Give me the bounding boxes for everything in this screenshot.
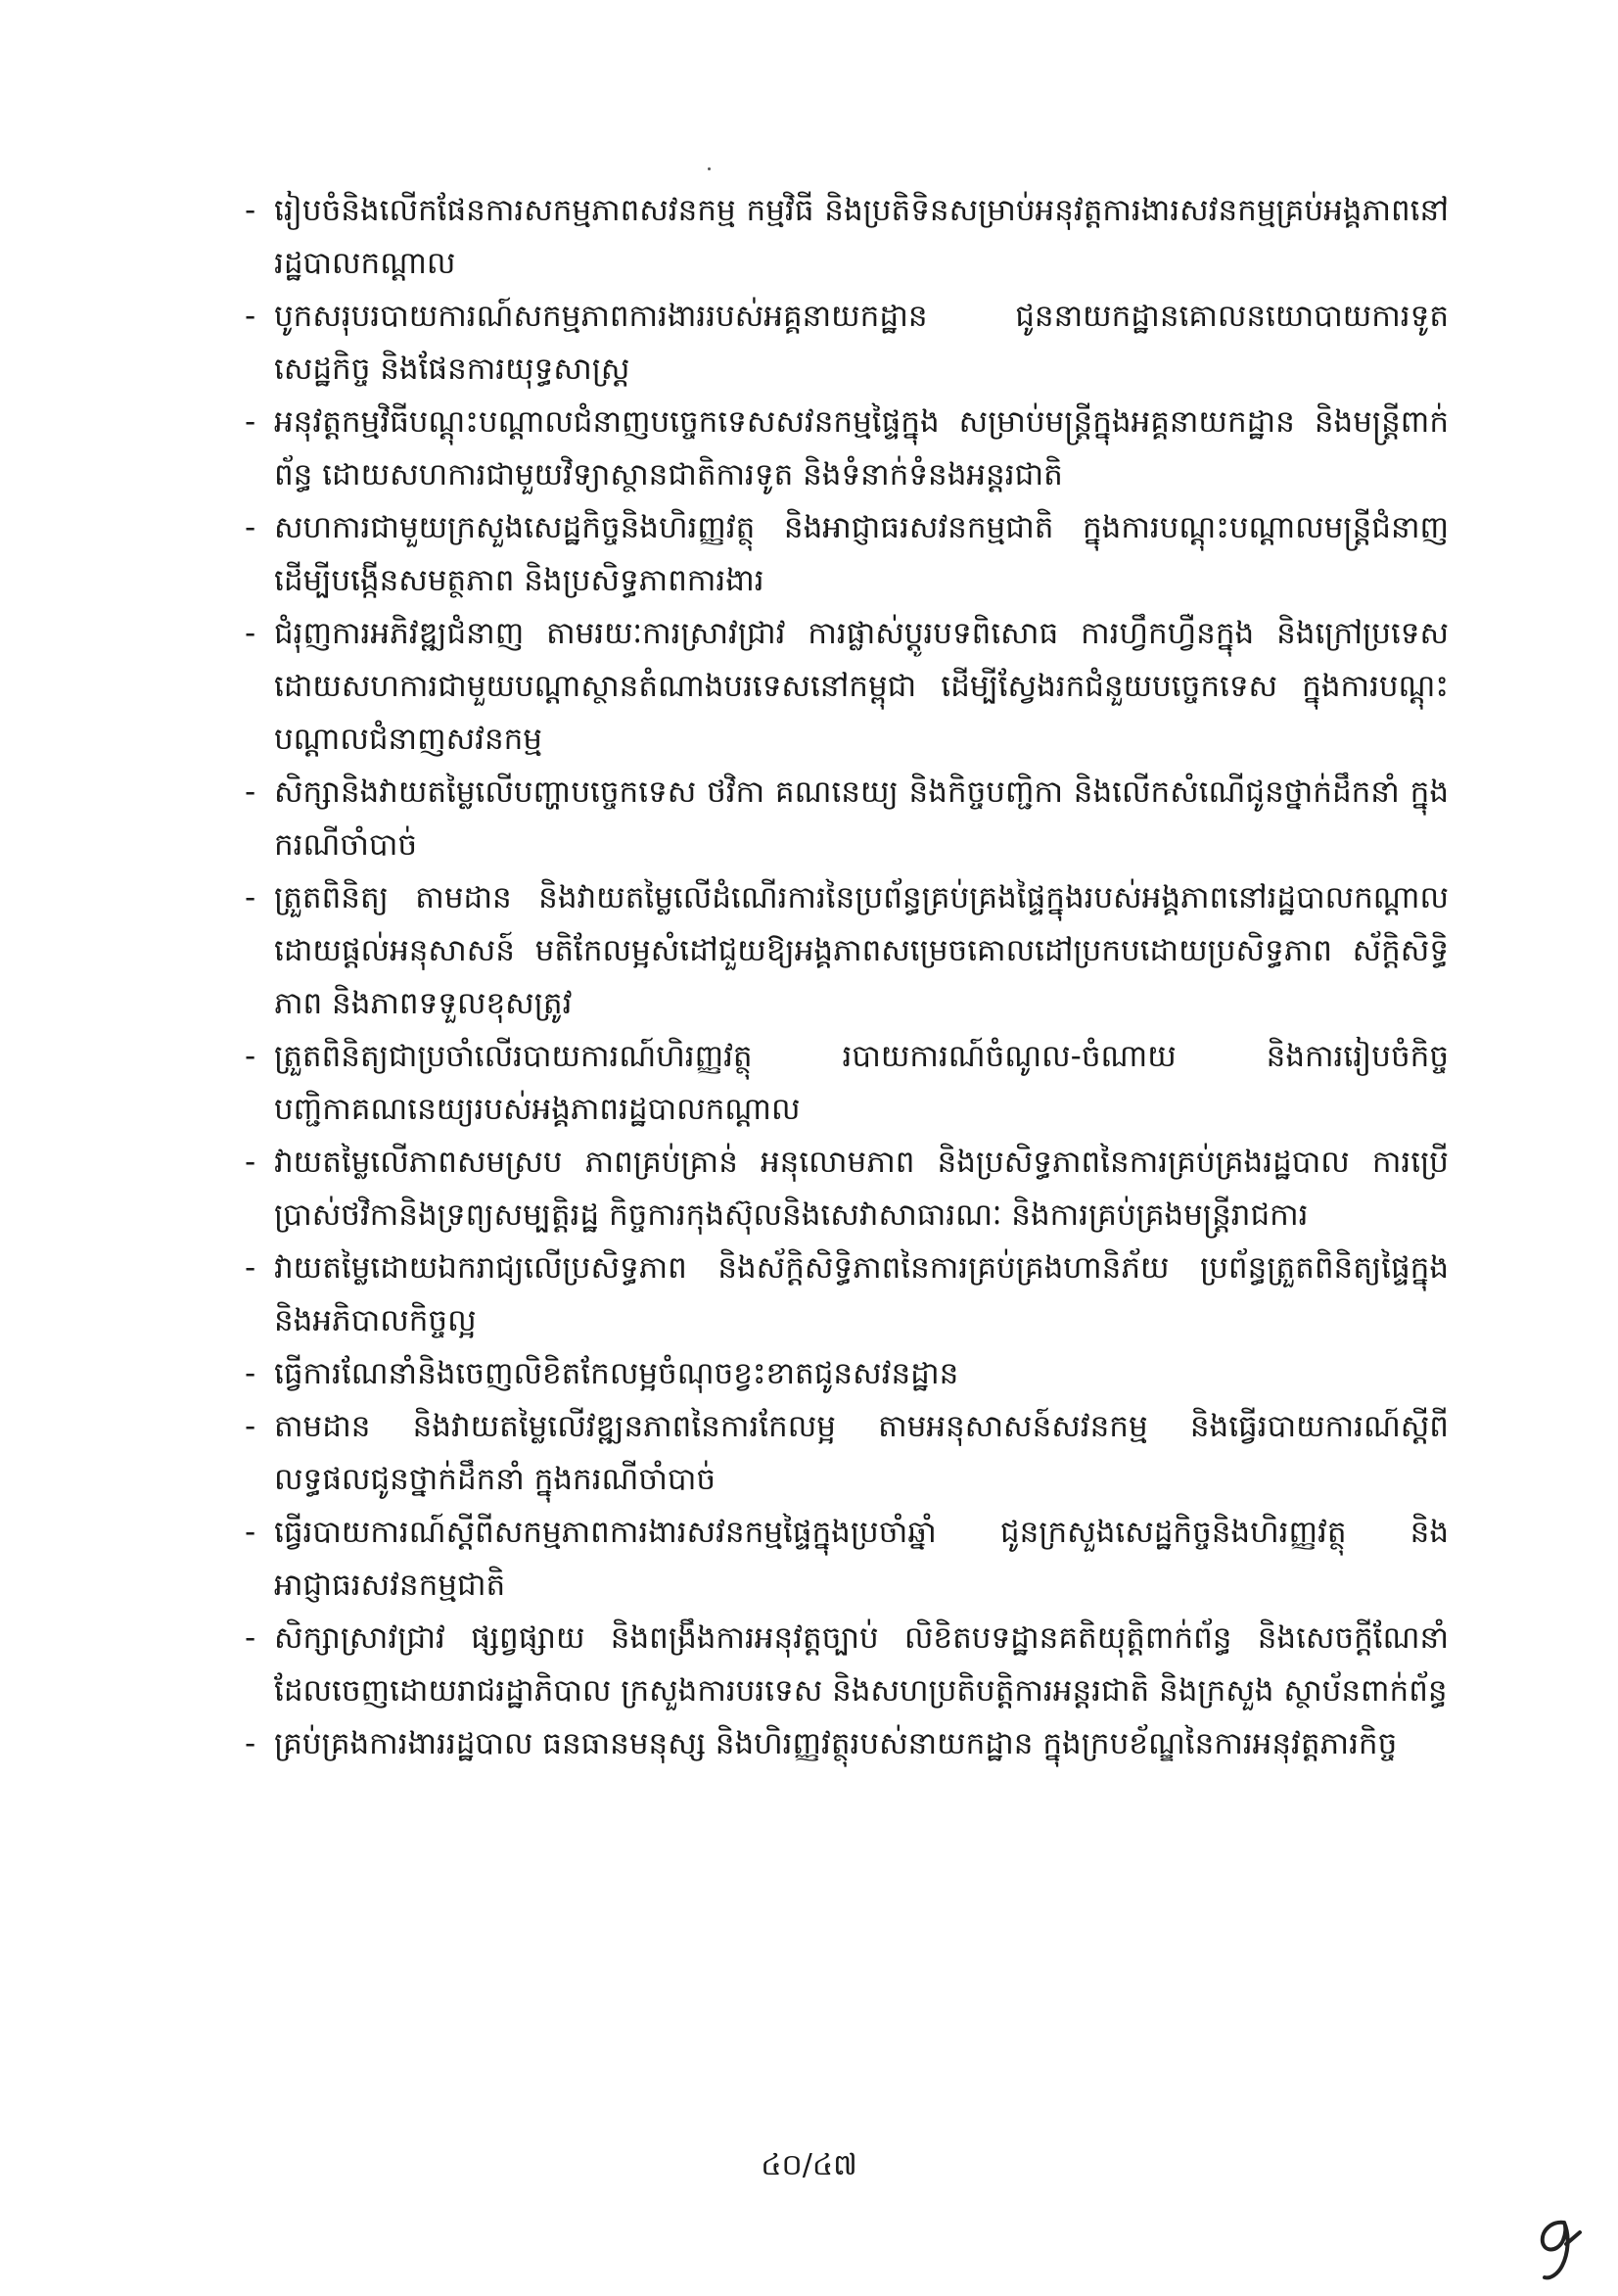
list-item-text: វាយតម្លៃដោយឯករាជ្យលើប្រសិទ្ធភាព និងស័ក្តិសិទ្ធិភាពនៃការគ្រប់គ្រងហានិភ័យ ប្រព័ន្ធត្រួតពិនិត្យផ្ទៃក្នុង និងអភិបាលកិច្ចល្អ xyxy=(274,1250,1449,1338)
list-item xyxy=(245,607,1449,766)
bullet-dash: - xyxy=(245,510,256,545)
list-item xyxy=(245,1242,1449,1347)
bullet-dash: - xyxy=(245,1409,256,1444)
list-item-text: ធ្វើរបាយការណ៍ស្តីពីសកម្មភាពការងារសវនកម្មផ្ទៃក្នុងប្រចាំឆ្នាំ ជូនក្រសួងសេដ្ឋកិច្ចនិងហិរញ្ញវត្ថុ និងអាជ្ញាធរសវនកម្មជាតិ xyxy=(274,1515,1449,1603)
list-item-text: រៀបចំនិងលើកផែនការសកម្មភាពសវនកម្ម កម្មវិធី និងប្រតិទិនសម្រាប់អនុវត្តការងារសវនកម្មគ្រប់អង្គភាពនៅរដ្ឋបាលកណ្តាល xyxy=(274,193,1449,281)
bullet-dash: - xyxy=(245,1620,256,1656)
duties-list xyxy=(245,184,1449,1770)
page-number: ៤០/៤៧ xyxy=(761,2148,857,2182)
list-item-text: បូកសរុបរបាយការណ៍សកម្មភាពការងាររបស់អគ្គនាយកដ្ឋាន ជូននាយកដ្ឋានគោលនយោបាយការទូតសេដ្ឋកិច្ច និងផែនការយុទ្ធសាស្ត្រ xyxy=(274,299,1449,387)
bullet-dash: - xyxy=(245,1356,256,1391)
list-item xyxy=(245,1347,1449,1400)
bullet-dash: - xyxy=(245,1145,256,1180)
list-item-text: សហការជាមួយក្រសួងសេដ្ឋកិច្ចនិងហិរញ្ញវត្ថុ និងអាជ្ញាធរសវនកម្មជាតិ ក្នុងការបណ្តុះបណ្តាលមន្ត្រីជំនាញ ដើម្បីបង្កើនសមត្ថភាព និងប្រសិទ្ធភាពការងារ xyxy=(274,510,1449,598)
list-item xyxy=(245,1612,1449,1717)
list-item xyxy=(245,501,1449,607)
list-item-text: អនុវត្តកម្មវិធីបណ្តុះបណ្តាលជំនាញបច្ចេកទេសសវនកម្មផ្ទៃក្នុង សម្រាប់មន្ត្រីក្នុងអគ្គនាយកដ្ឋាន និងមន្ត្រីពាក់ព័ន្ធ ដោយសហការជាមួយវិទ្យាស្ថានជាតិការទូត និងទំនាក់ទំនងអន្តរជាតិ xyxy=(274,404,1449,492)
bullet-dash: - xyxy=(245,880,256,915)
initial-signature-icon xyxy=(1527,2215,1586,2283)
list-item xyxy=(245,871,1449,1030)
list-item xyxy=(245,396,1449,501)
list-item-text: សិក្សានិងវាយតម្លៃលើបញ្ហាបច្ចេកទេស ថវិកា គណនេយ្យ និងកិច្ចបញ្ជិកា និងលើកសំណើជូនថ្នាក់ដឹកនាំ ក្នុងករណីចាំបាច់ xyxy=(274,774,1449,863)
bullet-dash: - xyxy=(245,1726,256,1761)
scan-speck xyxy=(708,167,711,170)
list-item-text: ជំរុញការអភិវឌ្ឍជំនាញ តាមរយៈការស្រាវជ្រាវ ការផ្លាស់ប្តូរបទពិសោធ ការហ្វឹកហ្វឺនក្នុង និងក្រៅប្រទេស ដោយសហការជាមួយបណ្តាស្ថានតំណាងបរទេសនៅកម្ពុជា ដើម្បីស្វែងរកជំនួយបច្ចេកទេស ក្នុងការបណ្តុះបណ្តាលជំនាញសវនកម្ម xyxy=(274,616,1449,757)
list-item xyxy=(245,1400,1449,1506)
bullet-dash: - xyxy=(245,1515,256,1550)
handwritten-initial xyxy=(1527,2215,1586,2296)
list-item-text: គ្រប់គ្រងការងាររដ្ឋបាល ធនធានមនុស្ស និងហិរញ្ញវត្ថុរបស់នាយកដ្ឋាន ក្នុងក្របខ័ណ្ឌនៃការអនុវត្តភារកិច្ច xyxy=(274,1726,1398,1761)
bullet-dash: - xyxy=(245,616,256,651)
bullet-dash: - xyxy=(245,1250,256,1286)
list-item-text: ត្រួតពិនិត្យជាប្រចាំលើរបាយការណ៍ហិរញ្ញវត្ថុ របាយការណ៍ចំណូល-ចំណាយ និងការរៀបចំកិច្ចបញ្ជិកាគណនេយ្យរបស់អង្គភាពរដ្ឋបាលកណ្តាល xyxy=(274,1039,1449,1127)
bullet-dash: - xyxy=(245,193,256,228)
bullet-dash: - xyxy=(245,774,256,810)
bullet-dash: - xyxy=(245,299,256,334)
list-item xyxy=(245,1506,1449,1612)
list-item-text: ធ្វើការណែនាំនិងចេញលិខិតកែលម្អចំណុចខ្វះខាតជូនសវនដ្ឋាន xyxy=(274,1356,959,1391)
list-item xyxy=(245,290,1449,396)
bullet-dash: - xyxy=(245,404,256,440)
list-item-text: តាមដាន និងវាយតម្លៃលើវឌ្ឍនភាពនៃការកែលម្អ តាមអនុសាសន៍សវនកម្ម និងធ្វើរបាយការណ៍ស្តីពីលទ្ធផលជូនថ្នាក់ដឹកនាំ ក្នុងករណីចាំបាច់ xyxy=(274,1409,1449,1497)
list-item xyxy=(245,1136,1449,1242)
list-item xyxy=(245,184,1449,290)
list-item xyxy=(245,766,1449,871)
list-item-text: ត្រួតពិនិត្យ តាមដាន និងវាយតម្លៃលើដំណើរការនៃប្រព័ន្ធគ្រប់គ្រងផ្ទៃក្នុងរបស់អង្គភាពនៅរដ្ឋបាលកណ្តាល ដោយផ្តល់អនុសាសន៍ មតិកែលម្អសំដៅជួយឱ្យអង្គភាពសម្រេចគោលដៅប្រកបដោយប្រសិទ្ធភាព ស័ក្តិសិទ្ធិភាព និងភាពទទួលខុសត្រូវ xyxy=(274,880,1449,1021)
list-item-text: សិក្សាស្រាវជ្រាវ ផ្សព្វផ្សាយ និងពង្រឹងការអនុវត្តច្បាប់ លិខិតបទដ្ឋានគតិយុត្តិពាក់ព័ន្ធ និងសេចក្តីណែនាំ ដែលចេញដោយរាជរដ្ឋាភិបាល ក្រសួងការបរទេស និងសហប្រតិបត្តិការអន្តរជាតិ និងក្រសួង ស្ថាប័នពាក់ព័ន្ធ xyxy=(274,1620,1449,1709)
list-item-text: វាយតម្លៃលើភាពសមស្រប ភាពគ្រប់គ្រាន់ អនុលោមភាព និងប្រសិទ្ធភាពនៃការគ្រប់គ្រងរដ្ឋបាល ការប្រើប្រាស់ថវិកានិងទ្រព្យសម្បត្តិរដ្ឋ កិច្ចការកុងស៊ុលនិងសេវាសាធារណៈ និងការគ្រប់គ្រងមន្ត្រីរាជការ xyxy=(274,1145,1449,1233)
list-item xyxy=(245,1030,1449,1136)
bullet-dash: - xyxy=(245,1039,256,1074)
list-item xyxy=(245,1717,1449,1770)
